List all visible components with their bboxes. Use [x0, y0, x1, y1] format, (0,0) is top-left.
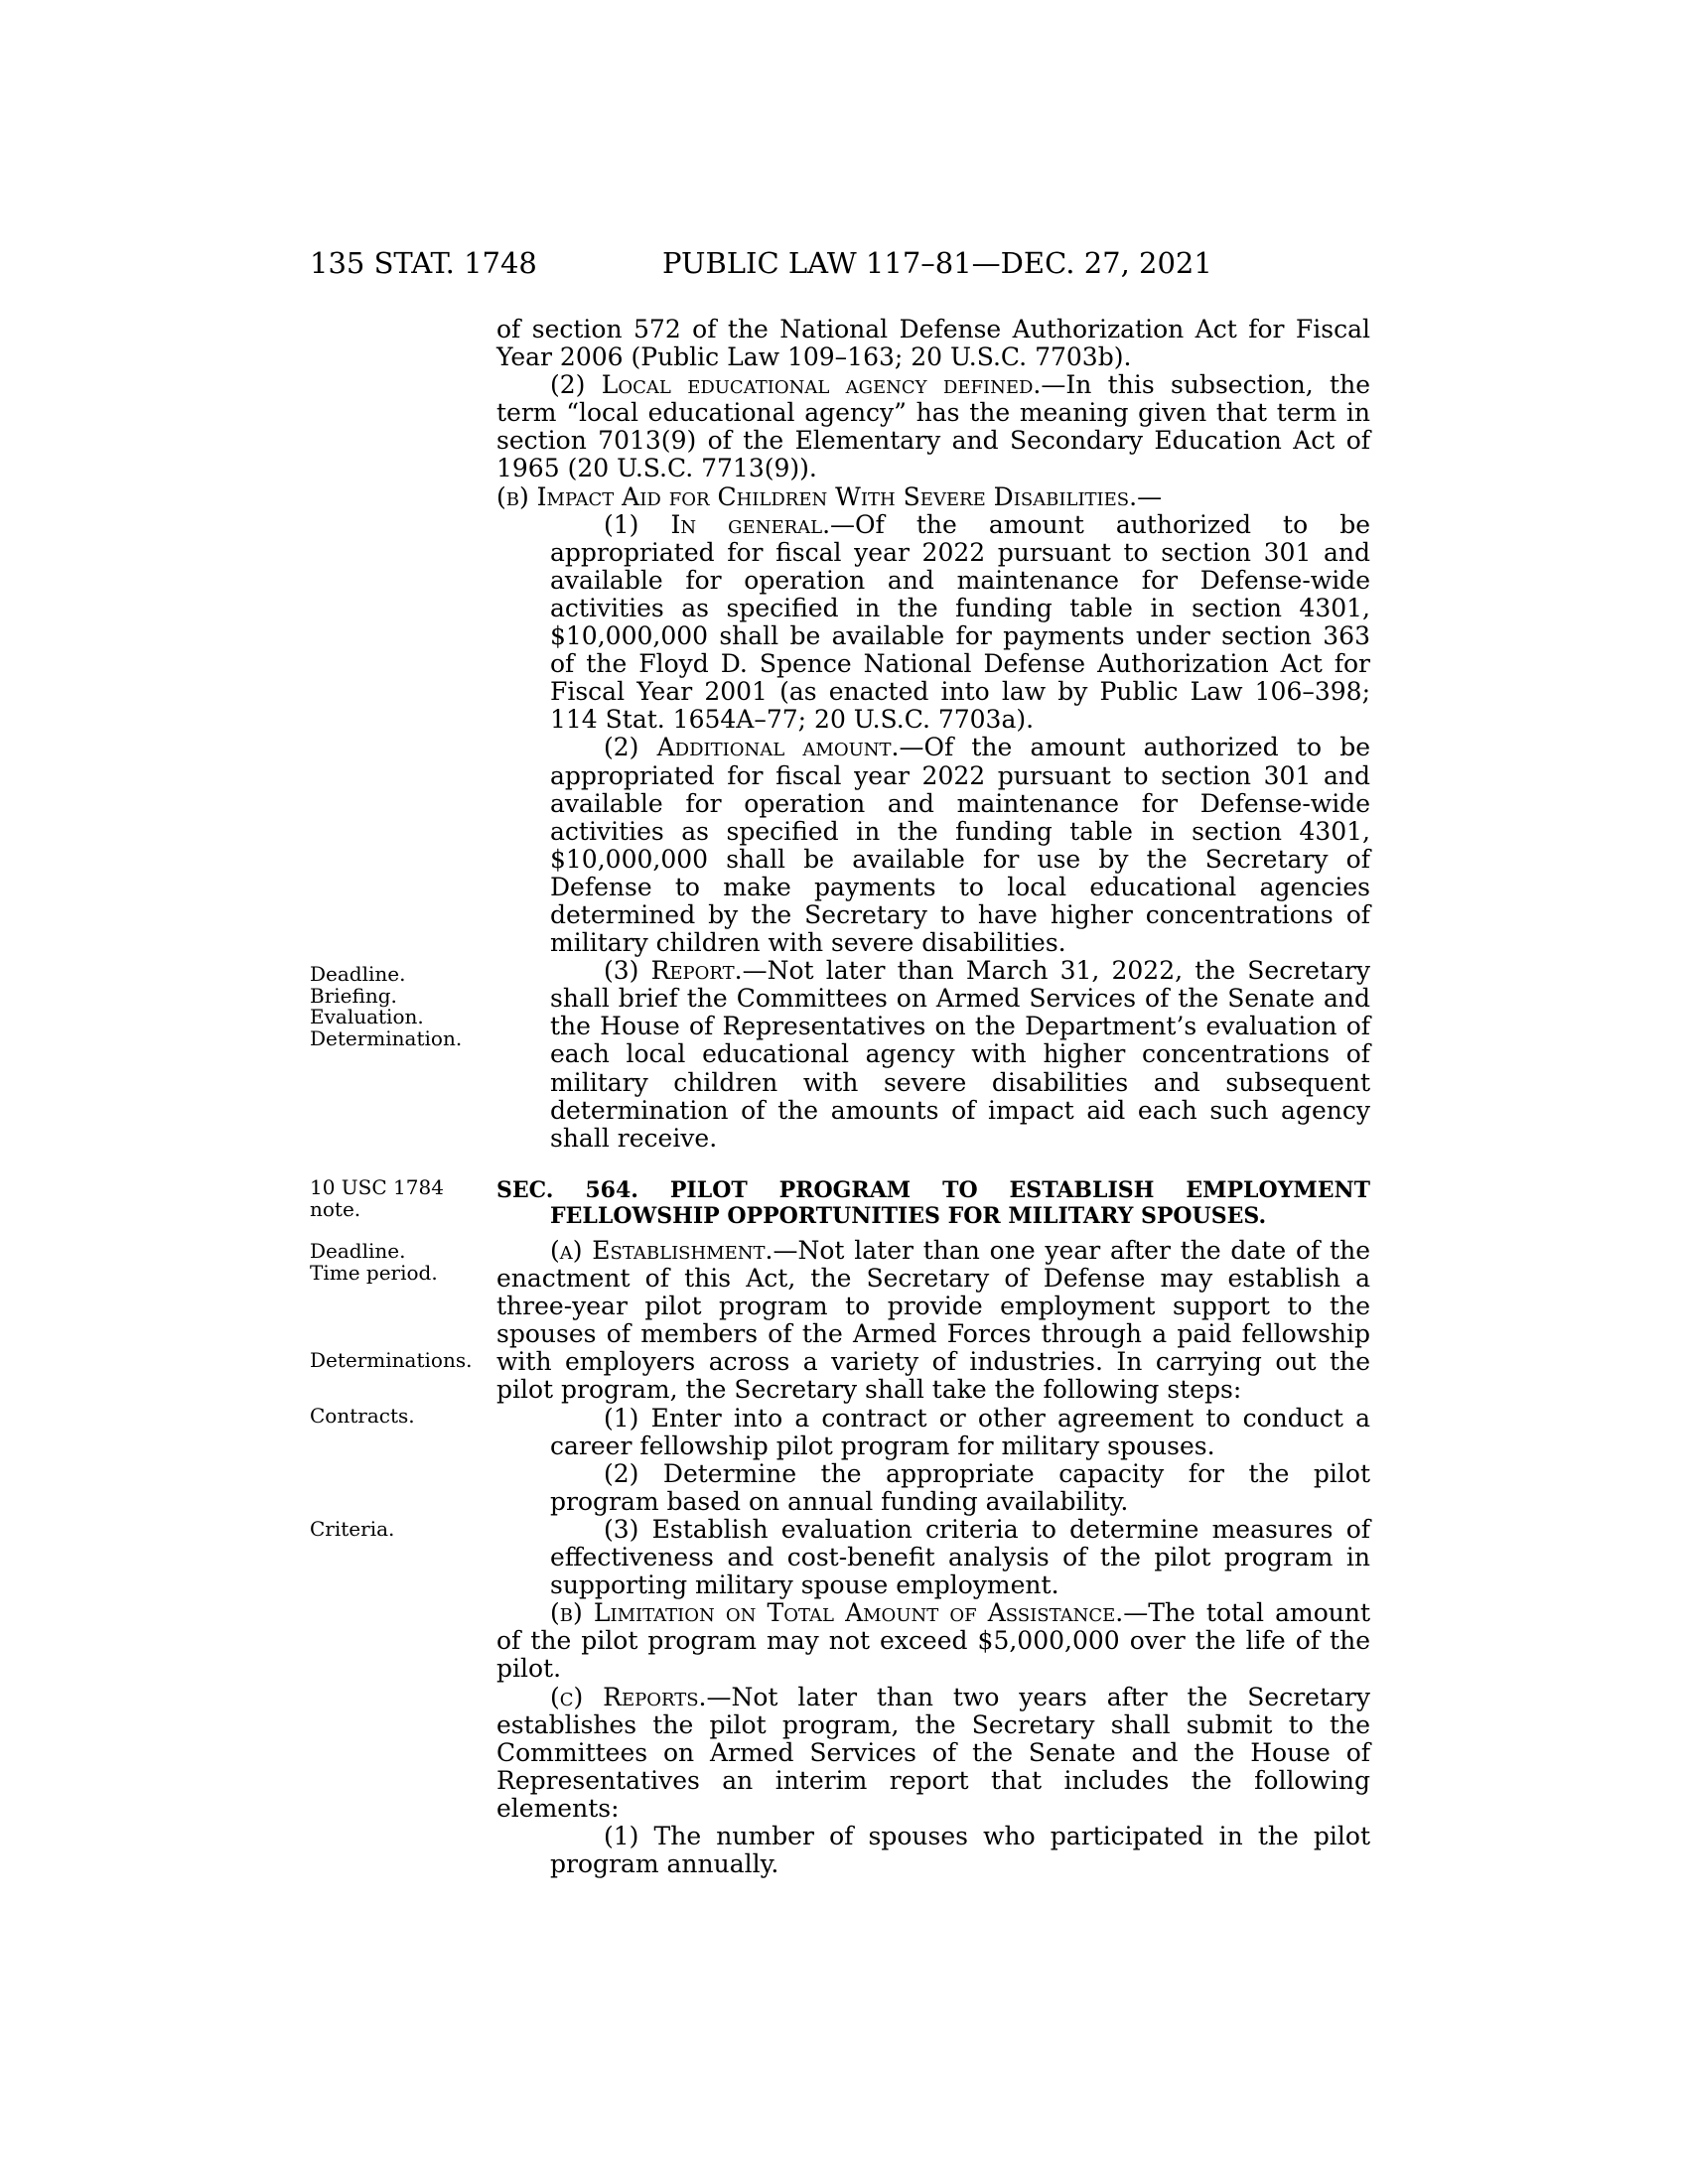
- margin-note: Determinations.: [310, 1348, 473, 1372]
- margin-note: Deadline. Briefing. Evaluation. Determination.: [310, 962, 463, 1050]
- paragraph: (b) Impact Aid for Children With Severe Disabilities.—: [496, 481, 1163, 511]
- subsection-heading: (b) Limitation on Total Amount of Assistance.: [550, 1598, 1124, 1628]
- section-heading-block: [496, 1177, 1370, 1229]
- subsection-heading: (b) Impact Aid for Children With Severe Disabilities.: [496, 481, 1138, 511]
- main-text-upper: [496, 316, 1370, 1153]
- subsection-heading: (c) Reports.: [550, 1682, 707, 1711]
- paragraph: (2) Additional amount.—Of the amount authorized to be appropriated for fiscal year 2022 pursuant to section 301 and available for operation and maintenance for Defense-wide activities as specified in the funding table in section 4301, $10,000,000 shall be available for use by the Secretary of Defense to make payments to local educational agencies determined by the Secretary to have higher concentrations of military children with severe disabilities.: [550, 733, 1370, 958]
- paragraph: (1) Enter into a contract or other agreement to conduct a career fellowship pilot program for military spouses.: [550, 1403, 1370, 1460]
- paragraph: of section 572 of the National Defense Authorization Act for Fiscal Year 2006 (Public Law 109–163; 20 U.S.C. 7703b).: [496, 315, 1370, 372]
- paragraph: (3) Report.—Not later than March 31, 2022, the Secretary shall brief the Committees on Armed Services of the Senate and the House of Representatives on the Department’s evaluation of each local educational agency with higher concentrations of military children with severe disabilities and subsequent determination of the amounts of impact aid each such agency shall receive.: [550, 956, 1370, 1153]
- page-header: [0, 246, 1688, 286]
- margin-note: Contracts.: [310, 1404, 415, 1428]
- paragraph: (2) Determine the appropriate capacity for the pilot program based on annual funding availability.: [550, 1458, 1370, 1516]
- subsection-heading: (2) Local educational agency defined.: [550, 370, 1042, 400]
- subsection-heading: (a) Establishment.: [550, 1236, 774, 1265]
- paragraph: (3) Establish evaluation criteria to determine measures of effectiveness and cost-benefit analysis of the pilot program in supporting military spouse employment.: [550, 1514, 1370, 1600]
- paragraph: (c) Reports.—Not later than two years after the Secretary establishes the pilot program, the Secretary shall submit to the Committees on Armed Services of the Senate and the House of Representatives an interim report that includes the following elements:: [496, 1682, 1371, 1823]
- public-law-title: PUBLIC LAW 117–81—DEC. 27, 2021: [662, 246, 1212, 280]
- stat-page-number: 135 STAT. 1748: [310, 246, 537, 280]
- paragraph: (1) The number of spouses who participated in the pilot program annually.: [550, 1821, 1370, 1879]
- margin-note: 10 USC 1784 note.: [310, 1175, 444, 1221]
- subsection-heading: (1) In general.: [604, 509, 831, 539]
- subsection-heading: (2) Additional amount.: [604, 733, 900, 762]
- paragraph: (2) Local educational agency defined.—In this subsection, the term “local educational agency” has the meaning given that term in section 7013(9) of the Elementary and Secondary Education Act of 1965 (20 U.S.C. 7713(9)).: [496, 370, 1370, 483]
- margin-note: Deadline. Time period.: [310, 1239, 438, 1285]
- paragraph: (1) In general.—Of the amount authorized to be appropriated for fiscal year 2022 pursuant to section 301 and available for operation and maintenance for Defense-wide activities as specified in the funding table in section 4301, $10,000,000 shall be available for payments under section 363 of the Floyd D. Spence National Defense Authorization Act for Fiscal Year 2001 (as enacted into law by Public Law 106–398; 114 Stat. 1654A–77; 20 U.S.C. 7703a).: [550, 509, 1371, 735]
- paragraph: (b) Limitation on Total Amount of Assistance.—The total amount of the pilot program may not exceed $5,000,000 over the life of the pilot.: [496, 1598, 1371, 1684]
- subsection-heading: (3) Report.: [604, 956, 743, 986]
- main-text-lower: [496, 1237, 1370, 1878]
- section-heading: SEC. 564. PILOT PROGRAM TO ESTABLISH EMPLOYMENT FELLOWSHIP OPPORTUNITIES FOR MILITARY SPOUSES.: [496, 1177, 1370, 1229]
- margin-note: Criteria.: [310, 1517, 395, 1541]
- paragraph: (a) Establishment.—Not later than one year after the date of the enactment of this Act, the Secretary of Defense may establish a three-year pilot program to provide employment support to the spouses of members of the Armed Forces through a paid fellowship with employers across a variety of industries. In carrying out the pilot program, the Secretary shall take the following steps:: [496, 1236, 1371, 1405]
